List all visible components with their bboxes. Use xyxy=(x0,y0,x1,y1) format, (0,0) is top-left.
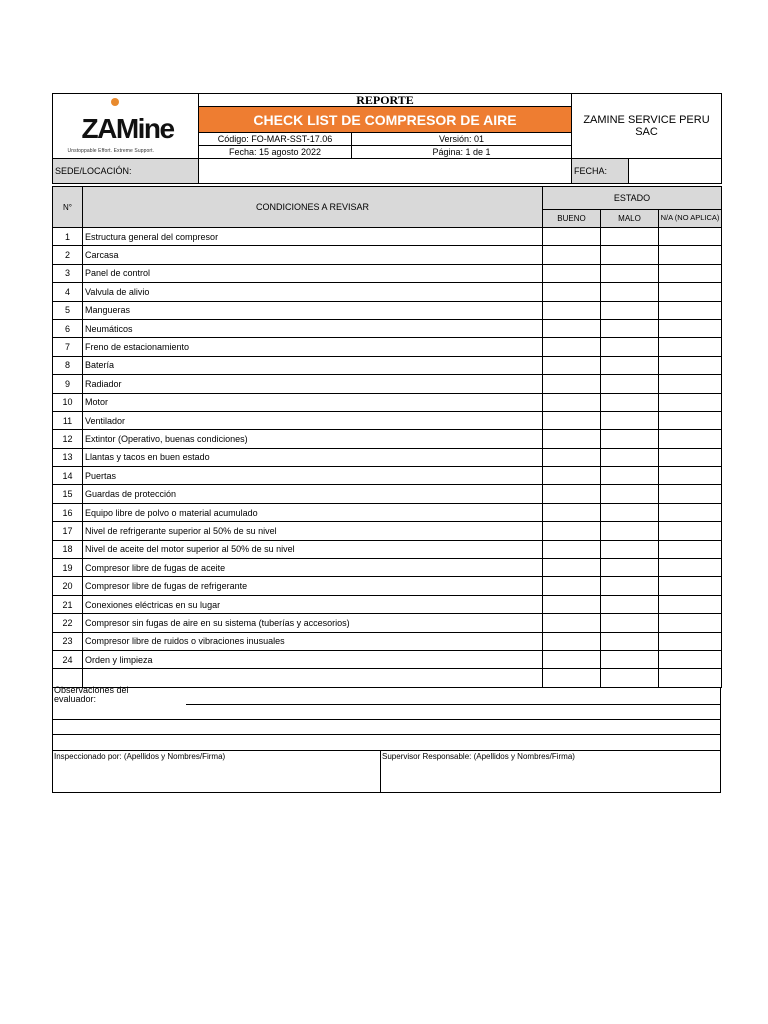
item-na-cell[interactable] xyxy=(659,614,722,632)
checklist-row xyxy=(53,283,722,301)
doc-date: Fecha: 15 agosto 2022 xyxy=(199,146,352,159)
inspected-by-field[interactable] xyxy=(53,750,381,792)
col-header-estado: ESTADO xyxy=(543,187,722,210)
item-condition: Puertas xyxy=(83,467,543,485)
col-header-na: N/A (NO APLICA) xyxy=(659,209,722,227)
item-number: 2 xyxy=(53,246,83,264)
supervisor-label: Supervisor Responsable: (Apellidos y Nombres/Firma) xyxy=(382,751,575,761)
item-malo-cell[interactable] xyxy=(601,375,659,393)
item-na-cell[interactable] xyxy=(659,595,722,613)
item-bueno-cell[interactable] xyxy=(543,228,601,246)
item-condition: Estructura general del compresor xyxy=(83,228,543,246)
item-bueno-cell[interactable] xyxy=(543,540,601,558)
item-na-cell[interactable] xyxy=(659,650,722,668)
item-condition: Mangueras xyxy=(83,301,543,319)
item-na-cell[interactable] xyxy=(659,264,722,282)
item-number: 17 xyxy=(53,522,83,540)
checklist-row xyxy=(53,246,722,264)
item-condition: Compresor libre de ruidos o vibraciones inusuales xyxy=(83,632,543,650)
item-number: 8 xyxy=(53,356,83,374)
item-condition xyxy=(83,669,543,687)
item-na-cell[interactable] xyxy=(659,632,722,650)
item-condition: Radiador xyxy=(83,375,543,393)
col-header-conditions: CONDICIONES A REVISAR xyxy=(83,187,543,228)
item-malo-cell[interactable] xyxy=(601,338,659,356)
report-label: REPORTE xyxy=(199,94,572,107)
item-na-cell[interactable] xyxy=(659,522,722,540)
company-name: ZAMINE SERVICE PERU SAC xyxy=(572,94,722,159)
item-na-cell[interactable] xyxy=(659,430,722,448)
item-condition: Panel de control xyxy=(83,264,543,282)
item-bueno-cell[interactable] xyxy=(543,669,601,687)
fecha-field[interactable] xyxy=(629,159,722,184)
item-na-cell[interactable] xyxy=(659,503,722,521)
item-number: 5 xyxy=(53,301,83,319)
item-na-cell[interactable] xyxy=(659,246,722,264)
observations-block xyxy=(52,684,721,793)
item-bueno-cell[interactable] xyxy=(543,264,601,282)
item-bueno-cell[interactable] xyxy=(543,485,601,503)
item-number: 14 xyxy=(53,467,83,485)
company-logo xyxy=(56,95,196,157)
item-bueno-cell[interactable] xyxy=(543,411,601,429)
item-number: 10 xyxy=(53,393,83,411)
item-condition: Freno de estacionamiento xyxy=(83,338,543,356)
item-na-cell[interactable] xyxy=(659,448,722,466)
col-header-bueno: BUENO xyxy=(543,209,601,227)
checklist-row xyxy=(53,522,722,540)
item-na-cell[interactable] xyxy=(659,467,722,485)
header-table xyxy=(52,93,722,159)
item-na-cell[interactable] xyxy=(659,228,722,246)
item-number: 4 xyxy=(53,283,83,301)
checklist-table xyxy=(52,186,722,688)
checklist-row xyxy=(53,485,722,503)
item-malo-cell[interactable] xyxy=(601,264,659,282)
checklist-row xyxy=(53,595,722,613)
checklist-row xyxy=(53,430,722,448)
item-malo-cell[interactable] xyxy=(601,228,659,246)
item-malo-cell[interactable] xyxy=(601,595,659,613)
checklist-row xyxy=(53,264,722,282)
col-header-number: N° xyxy=(53,187,83,228)
item-malo-cell[interactable] xyxy=(601,614,659,632)
item-malo-cell[interactable] xyxy=(601,411,659,429)
observations-line-2[interactable] xyxy=(53,719,720,720)
checklist-row xyxy=(53,540,722,558)
item-number: 22 xyxy=(53,614,83,632)
item-number: 18 xyxy=(53,540,83,558)
checklist-items xyxy=(53,228,722,688)
item-bueno-cell[interactable] xyxy=(543,393,601,411)
location-table xyxy=(52,159,722,184)
doc-version: Versión: 01 xyxy=(352,133,572,146)
item-number: 6 xyxy=(53,319,83,337)
item-malo-cell[interactable] xyxy=(601,448,659,466)
logo-tagline: Unstoppable Effort. Extreme Support. xyxy=(67,148,155,154)
doc-page: Página: 1 de 1 xyxy=(352,146,572,159)
item-number: 20 xyxy=(53,577,83,595)
item-malo-cell[interactable] xyxy=(601,467,659,485)
checklist-row xyxy=(53,614,722,632)
item-bueno-cell[interactable] xyxy=(543,430,601,448)
item-condition: Compresor libre de fugas de aceite xyxy=(83,559,543,577)
item-bueno-cell[interactable] xyxy=(543,559,601,577)
item-malo-cell[interactable] xyxy=(601,356,659,374)
item-number: 3 xyxy=(53,264,83,282)
item-condition: Compresor sin fugas de aire en su sistema (tuberías y accesorios) xyxy=(83,614,543,632)
item-bueno-cell[interactable] xyxy=(543,577,601,595)
item-na-cell[interactable] xyxy=(659,319,722,337)
item-malo-cell[interactable] xyxy=(601,430,659,448)
checklist-row xyxy=(53,577,722,595)
item-bueno-cell[interactable] xyxy=(543,338,601,356)
item-malo-cell[interactable] xyxy=(601,301,659,319)
doc-code: Código: FO-MAR-SST-17.06 xyxy=(199,133,352,146)
item-condition: Nivel de refrigerante superior al 50% de su nivel xyxy=(83,522,543,540)
item-condition: Conexiones eléctricas en su lugar xyxy=(83,595,543,613)
checklist-row xyxy=(53,356,722,374)
item-number: 24 xyxy=(53,650,83,668)
sede-field[interactable] xyxy=(199,159,572,184)
item-malo-cell[interactable] xyxy=(601,650,659,668)
item-bueno-cell[interactable] xyxy=(543,448,601,466)
item-bueno-cell[interactable] xyxy=(543,356,601,374)
item-bueno-cell[interactable] xyxy=(543,522,601,540)
item-condition: Extintor (Operativo, buenas condiciones) xyxy=(83,430,543,448)
checklist-row xyxy=(53,503,722,521)
item-na-cell[interactable] xyxy=(659,559,722,577)
item-condition: Nivel de aceite del motor superior al 50% de su nivel xyxy=(83,540,543,558)
item-condition: Ventilador xyxy=(83,411,543,429)
item-na-cell[interactable] xyxy=(659,485,722,503)
checklist-row xyxy=(53,301,722,319)
checklist-row xyxy=(53,669,722,687)
item-na-cell[interactable] xyxy=(659,338,722,356)
item-number: 21 xyxy=(53,595,83,613)
checklist-row xyxy=(53,411,722,429)
checklist-row xyxy=(53,650,722,668)
item-na-cell[interactable] xyxy=(659,356,722,374)
item-condition: Motor xyxy=(83,393,543,411)
item-malo-cell[interactable] xyxy=(601,283,659,301)
item-number: 1 xyxy=(53,228,83,246)
item-bueno-cell[interactable] xyxy=(543,595,601,613)
item-number: 9 xyxy=(53,375,83,393)
item-number: 13 xyxy=(53,448,83,466)
checklist-row xyxy=(53,338,722,356)
item-na-cell[interactable] xyxy=(659,540,722,558)
item-na-cell[interactable] xyxy=(659,301,722,319)
checklist-row xyxy=(53,228,722,246)
item-malo-cell[interactable] xyxy=(601,503,659,521)
checklist-sheet xyxy=(52,93,721,793)
checklist-row xyxy=(53,393,722,411)
item-na-cell[interactable] xyxy=(659,411,722,429)
item-number: 23 xyxy=(53,632,83,650)
logo-dot-icon xyxy=(111,98,119,106)
item-bueno-cell[interactable] xyxy=(543,614,601,632)
item-bueno-cell[interactable] xyxy=(543,301,601,319)
item-na-cell[interactable] xyxy=(659,577,722,595)
item-number: 16 xyxy=(53,503,83,521)
item-number: 19 xyxy=(53,559,83,577)
logo-wordmark: ZAMine xyxy=(81,113,174,144)
checklist-row xyxy=(53,375,722,393)
item-na-cell[interactable] xyxy=(659,283,722,301)
item-condition: Valvula de alivio xyxy=(83,283,543,301)
item-malo-cell[interactable] xyxy=(601,577,659,595)
item-bueno-cell[interactable] xyxy=(543,467,601,485)
observations-line-3[interactable] xyxy=(53,734,720,735)
observations-line[interactable] xyxy=(186,704,720,705)
item-na-cell[interactable] xyxy=(659,393,722,411)
item-malo-cell[interactable] xyxy=(601,540,659,558)
logo-cell xyxy=(53,94,199,159)
item-bueno-cell[interactable] xyxy=(543,283,601,301)
item-condition: Neumáticos xyxy=(83,319,543,337)
fecha-label: FECHA: xyxy=(572,159,629,184)
supervisor-field[interactable] xyxy=(381,750,720,792)
item-number: 11 xyxy=(53,411,83,429)
sede-label: SEDE/LOCACIÓN: xyxy=(53,159,199,184)
item-malo-cell[interactable] xyxy=(601,632,659,650)
item-condition: Batería xyxy=(83,356,543,374)
item-bueno-cell[interactable] xyxy=(543,319,601,337)
item-condition: Llantas y tacos en buen estado xyxy=(83,448,543,466)
checklist-row xyxy=(53,448,722,466)
item-malo-cell[interactable] xyxy=(601,393,659,411)
item-malo-cell[interactable] xyxy=(601,246,659,264)
item-condition: Carcasa xyxy=(83,246,543,264)
item-number: 12 xyxy=(53,430,83,448)
item-na-cell[interactable] xyxy=(659,375,722,393)
item-bueno-cell[interactable] xyxy=(543,503,601,521)
observations-label: Observaciones del evaluador: xyxy=(54,684,129,704)
item-bueno-cell[interactable] xyxy=(543,650,601,668)
item-na-cell[interactable] xyxy=(659,669,722,687)
item-malo-cell[interactable] xyxy=(601,319,659,337)
checklist-row xyxy=(53,319,722,337)
item-malo-cell[interactable] xyxy=(601,559,659,577)
item-malo-cell[interactable] xyxy=(601,669,659,687)
item-condition: Guardas de protección xyxy=(83,485,543,503)
checklist-row xyxy=(53,467,722,485)
item-bueno-cell[interactable] xyxy=(543,632,601,650)
inspected-by-label: Inspeccionado por: (Apellidos y Nombres/Firma) xyxy=(54,751,226,761)
checklist-row xyxy=(53,559,722,577)
item-condition: Compresor libre de fugas de refrigerante xyxy=(83,577,543,595)
item-malo-cell[interactable] xyxy=(601,485,659,503)
item-bueno-cell[interactable] xyxy=(543,246,601,264)
checklist-row xyxy=(53,632,722,650)
item-number: 15 xyxy=(53,485,83,503)
item-condition: Orden y limpieza xyxy=(83,650,543,668)
item-condition: Equipo libre de polvo o material acumulado xyxy=(83,503,543,521)
item-bueno-cell[interactable] xyxy=(543,375,601,393)
item-malo-cell[interactable] xyxy=(601,522,659,540)
col-header-malo: MALO xyxy=(601,209,659,227)
document-title: CHECK LIST DE COMPRESOR DE AIRE xyxy=(199,107,572,133)
item-number: 7 xyxy=(53,338,83,356)
